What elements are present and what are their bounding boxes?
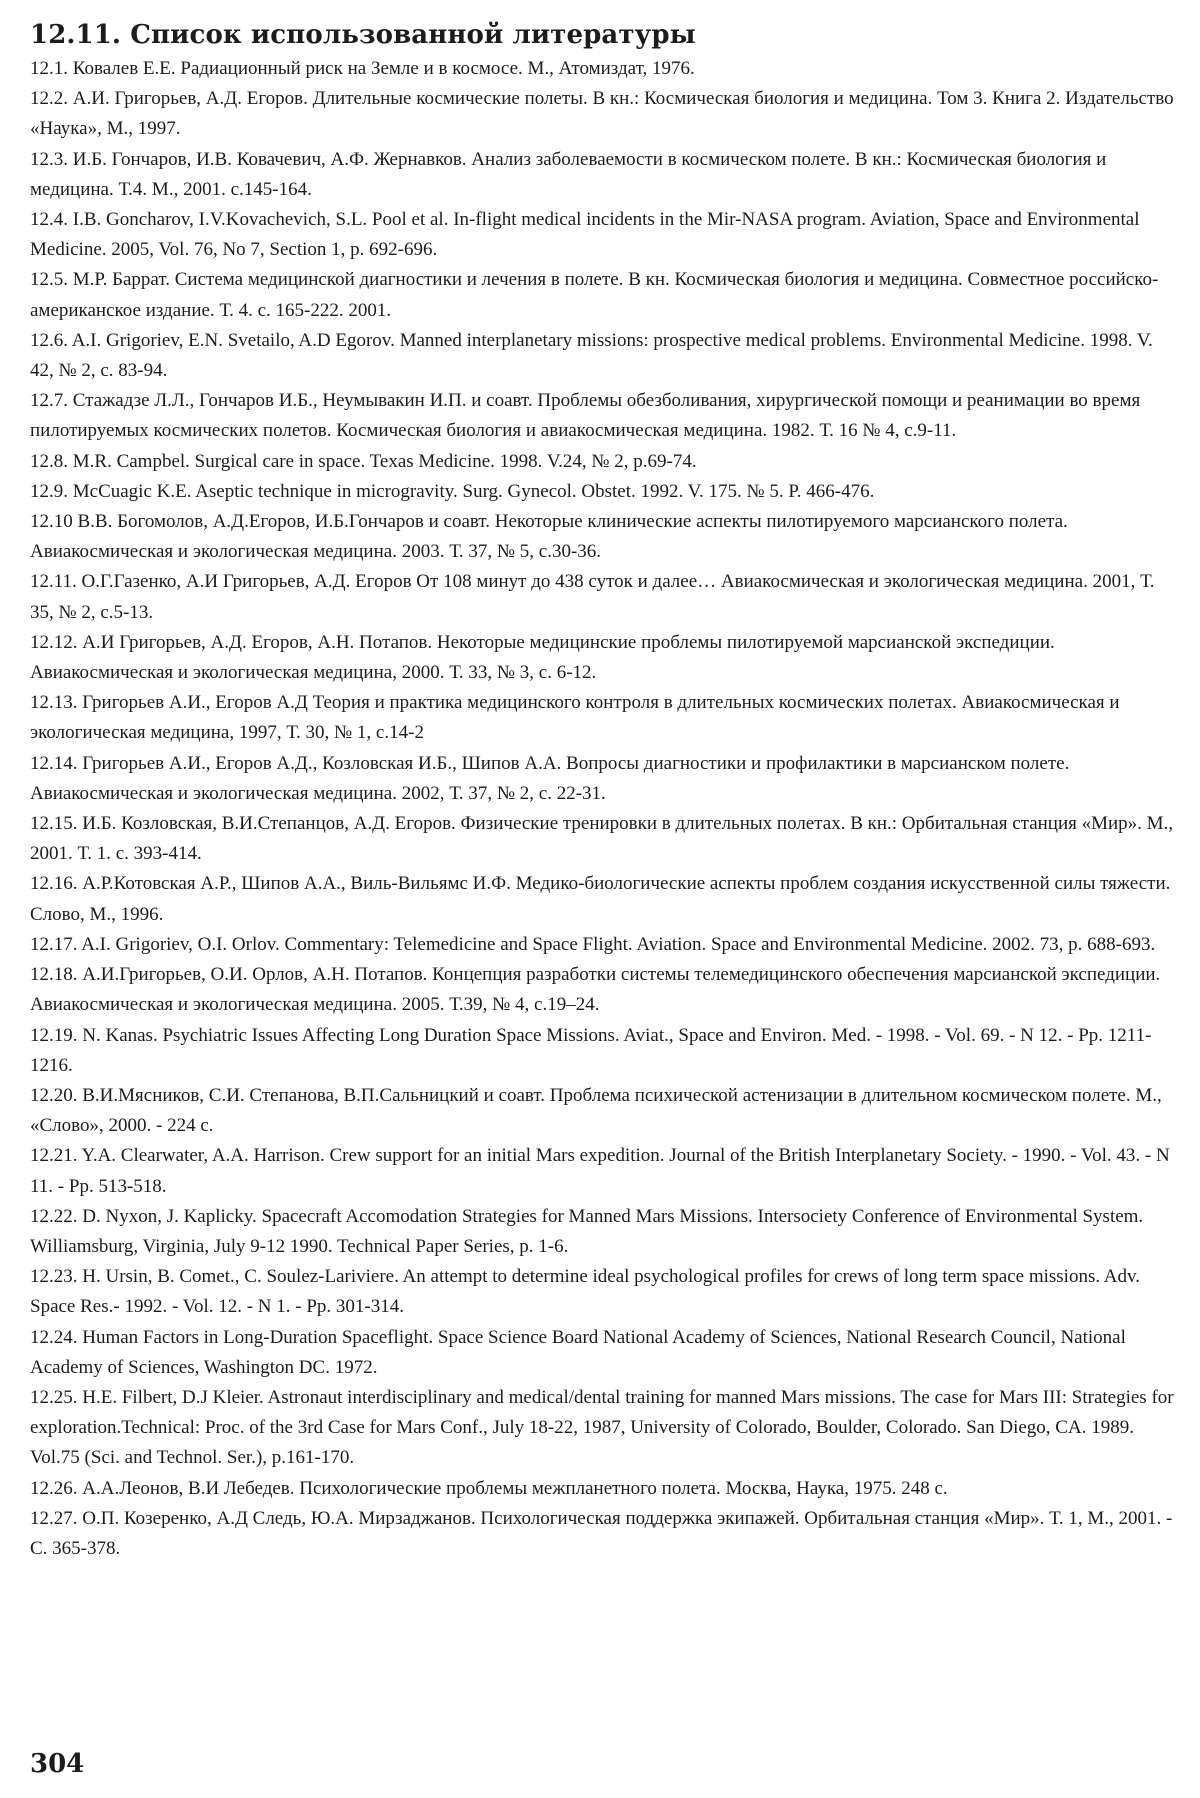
section-heading: 12.11. Список использованной литературы bbox=[30, 20, 696, 50]
reference-item: 12.13. Григорьев А.И., Егоров А.Д Теория и практика медицинского контроля в длительных космических полетах. Авиакосмическая и экологическая медицина, 1997, Т. 30, № 1, с.14-2 bbox=[30, 692, 1120, 744]
reference-item: 12.18. А.И.Григорьев, О.И. Орлов, А.Н. Потапов. Концепция разработки системы телемедицинского обеспечения марсианской экспедиции. Авиакосмическая и экологическая медицина. 2005. Т.39, № 4, с.19–24. bbox=[30, 964, 1161, 1016]
reference-list bbox=[30, 54, 1180, 1564]
reference-item: 12.4. I.B. Goncharov, I.V.Kovachevich, S.L. Pool et al. In-flight medical incidents in the Mir-NASA program. Aviation, Space and Environmental Medicine. 2005, Vol. 76, No 7, Section 1, p. 692-696. bbox=[30, 209, 1140, 261]
reference-item: 12.10 В.В. Богомолов, А.Д.Егоров, И.Б.Гончаров и соавт. Некоторые клинические аспекты пилотируемого марсианского полета. Авиакосмическая и экологическая медицина. 2003. Т. 37, № 5, с.30-36. bbox=[30, 511, 1068, 563]
reference-item: 12.11. О.Г.Газенко, А.И Григорьев, А.Д. Егоров От 108 минут до 438 суток и далее… Авиакосмическая и экологическая медицина. 2001, Т. 35, № 2, с.5-13. bbox=[30, 571, 1155, 623]
reference-item: 12.27. О.П. Козеренко, А.Д Следь, Ю.А. Мирзаджанов. Психологическая поддержка экипажей. Орбитальная станция «Мир». Т. 1, М., 2001. - С. 365-378. bbox=[30, 1507, 1173, 1559]
reference-item: 12.3. И.Б. Гончаров, И.В. Ковачевич, А.Ф. Жернавков. Анализ заболеваемости в космическом полете. В кн.: Космическая биология и медицина. Т.4. М., 2001. с.145-164. bbox=[30, 148, 1107, 200]
reference-item: 12.19. N. Kanas. Psychiatric Issues Affecting Long Duration Space Missions. Aviat., Space and Environ. Med. - 1998. - Vol. 69. - N 12. - Pp. 1211-1216. bbox=[30, 1024, 1152, 1076]
reference-item: 12.14. Григорьев А.И., Егоров А.Д., Козловская И.Б., Шипов А.А. Вопросы диагностики и профилактики в марсианском полете. Авиакосмическая и экологическая медицина. 2002, Т. 37, № 2, с. 22-31. bbox=[30, 752, 1070, 804]
reference-item: 12.22. D. Nyxon, J. Kaplicky. Spacecraft Accomodation Strategies for Manned Mars Missions. Intersociety Conference of Environmental System. Williamsburg, Virginia, July 9-12 1990. Technical Paper Series, p. 1-6. bbox=[30, 1205, 1144, 1257]
reference-item: 12.9. McCuagic K.E. Aseptic technique in microgravity. Surg. Gynecol. Obstet. 1992. V. 175. № 5. P. 466-476. bbox=[30, 480, 875, 502]
page-number: 304 bbox=[30, 1749, 85, 1779]
reference-item: 12.23. H. Ursin, B. Comet., C. Soulez-Lariviere. An attempt to determine ideal psychological profiles for crews of long term space missions. Adv. Space Res.- 1992. - Vol. 12. - N 1. - Pp. 301-314. bbox=[30, 1266, 1141, 1318]
reference-item: 12.17. A.I. Grigoriev, O.I. Orlov. Commentary: Telemedicine and Space Flight. Aviation. Space and Environmental Medicine. 2002. 73, p. 688-693. bbox=[30, 933, 1156, 955]
reference-item: 12.6. A.I. Grigoriev, E.N. Svetailo, A.D Egorov. Manned interplanetary missions: prospective medical problems. Environmental Medicine. 1998. V. 42, № 2, c. 83-94. bbox=[30, 329, 1153, 382]
reference-item: 12.26. А.А.Леонов, В.И Лебедев. Психологические проблемы межпланетного полета. Москва, Наука, 1975. 248 с. bbox=[30, 1477, 948, 1499]
reference-item: 12.16. А.Р.Котовская А.Р., Шипов А.А., Виль-Вильямс И.Ф. Медико-биологические аспекты проблем создания искусственной силы тяжести. Слово, М., 1996. bbox=[30, 873, 1171, 925]
reference-item: 12.20. В.И.Мясников, С.И. Степанова, В.П.Сальницкий и соавт. Проблема психической астенизации в длительном космическом полете. М., «Слово», 2000. - 224 с. bbox=[30, 1084, 1162, 1137]
reference-item: 12.7. Стажадзе Л.Л., Гончаров И.Б., Неумывакин И.П. и соавт. Проблемы обезболивания, хирургической помощи и реанимации во время пилотируемых космических полетов. Космическая биология и авиакосмическая медицина. 1982. Т. 16 № 4, с.9-11. bbox=[30, 390, 1141, 442]
reference-item: 12.2. А.И. Григорьев, А.Д. Егоров. Длительные космические полеты. В кн.: Космическая биология и медицина. Том 3. Книга 2. Издательство «Наука», М., 1997. bbox=[30, 88, 1174, 140]
reference-item: 12.25. H.E. Filbert, D.J Kleier. Astronaut interdisciplinary and medical/dental training for manned Mars missions. The case for Mars III: Strategies for exploration.Technical: Proc. of the 3rd Case for Mars Conf., July 18-22, 1987, University of Colorado, Boulder, Colorado. San Diego, CA. 1989. Vol.75 (Sci. and Technol. Ser.), p.161-170. bbox=[30, 1386, 1174, 1469]
reference-item: 12.1. Ковалев Е.Е. Радиационный риск на Земле и в космосе. М., Атомиздат, 1976. bbox=[30, 58, 695, 79]
reference-item: 12.8. M.R. Campbel. Surgical care in space. Texas Medicine. 1998. V.24, № 2, p.69-74. bbox=[30, 450, 697, 472]
reference-item: 12.24. Human Factors in Long-Duration Spaceflight. Space Science Board National Academy of Sciences, National Research Council, National Academy of Sciences, Washington DC. 1972. bbox=[30, 1326, 1126, 1378]
reference-item: 12.15. И.Б. Козловская, В.И.Степанцов, А.Д. Егоров. Физические тренировки в длительных полетах. В кн.: Орбитальная станция «Мир». М., 2001. Т. 1. с. 393-414. bbox=[30, 813, 1174, 865]
reference-item: 12.12. А.И Григорьев, А.Д. Егоров, А.Н. Потапов. Некоторые медицинские проблемы пилотируемой марсианской экспедиции. Авиакосмическая и экологическая медицина, 2000. Т. 33, № 3, с. 6-12. bbox=[30, 631, 1055, 684]
reference-item: 12.21. Y.A. Clearwater, A.A. Harrison. Crew support for an initial Mars expedition. Journal of the British Interplanetary Society. - 1990. - Vol. 43. - N 11. - Pp. 513-518. bbox=[30, 1145, 1170, 1197]
reference-item: 12.5. М.Р. Баррат. Система медицинской диагностики и лечения в полете. В кн. Космическая биология и медицина. Совместное российско-американское издание. Т. 4. с. 165-222. 2001. bbox=[30, 269, 1159, 321]
document-page bbox=[30, 18, 1180, 1564]
